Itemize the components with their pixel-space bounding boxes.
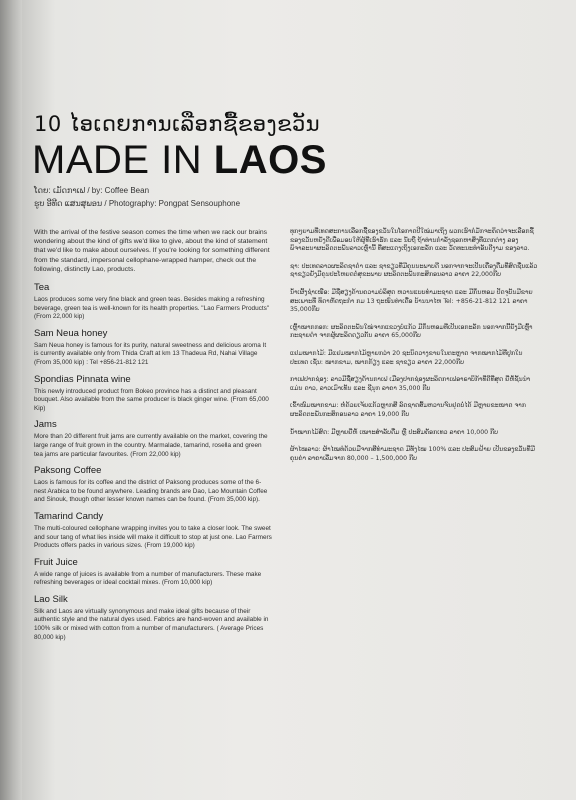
entry-honey <box>34 328 272 368</box>
entry-coffee <box>34 465 272 505</box>
credit-photo: ຮູບ ອີທີດ ແສນສຸພອນ / Photography: Pongpat Sensouphone <box>34 199 241 208</box>
entry-title: Fruit Juice <box>34 556 78 568</box>
credit-author: ໂດຍ: ເມັດກາເຟ / by: Coffee Bean <box>34 186 150 195</box>
entry-juice <box>34 557 272 588</box>
entry-candy <box>34 511 272 551</box>
credits <box>34 184 240 210</box>
page-gutter-shadow <box>0 0 22 800</box>
lao-paragraph: ເຂົ້າໜົມໝາກຂາມ: ຫໍ່ດ້ວຍເຈ້ຍແກ້ວຫຼາກສີ ລົດຊາດສົ້ມຫວານຈົນຢຸດບໍ່ໄດ້ ມີຫຼາຍຂະໜາດ ຈາກຜະລິດຕະພັນກະສິກອນລາວ ລາຄາ 19,000 ກີບ <box>290 402 526 418</box>
lao-title: 10 ໄອເດຍການເລືອກຊື້ຂອງຂວັນ <box>34 112 321 136</box>
entry-title: Sam Neua honey <box>34 327 108 339</box>
lao-paragraph: ແຢມໝາກໄມ້: ມີແຢມໝາກໄມ້ຫຼາຍກວ່າ 20 ຊະນິດວາງຂາຍໃນຕະຫຼາດ ຈາກໝາກໄມ້ທີ່ປູກໃນປະເທດ ເຊັ່ນ: ໝາກຂາມ, ໝາກກ້ຽງ ແລະ ຊາຂຽວ ລາຄາ 22,000ກີບ <box>290 349 523 366</box>
entry-title: Spondias Pinnata wine <box>34 373 131 385</box>
entry-silk <box>34 594 272 642</box>
lao-paragraph: ນ້ຳໝາກໄມ້ສົດ: ມີຫຼາຍຍີ່ຫໍ້ ເໝາະສຳລັບດື່ມ ຫຼື ປະສົມຄັອກເທວ ລາຄາ 10,000 ກີບ <box>290 428 499 436</box>
entry-tea <box>34 282 272 322</box>
entry-title: Jams <box>34 419 57 431</box>
lao-paragraph: ກາເຟປາກຊ່ອງ: ລາວມີຊື່ສຽງດ້ານກາເຟ ເມືອງປາກຊ່ອງຜະລິດກາເຟອາຣາບິກ້າທີ່ດີທີ່ສຸດ ຍີ່ຫໍ້ຊັ້ນນຳແມ່ນ ດາວ, ລາວເມົາເທັນ ແລະ ຊີນຸກ ລາຄາ 35,000 ກີບ <box>290 376 531 392</box>
lao-column <box>290 228 538 472</box>
title-prefix: MADE IN <box>32 138 214 182</box>
entry-body: The multi-coloured cellophane wrapping invites you to take a closer look. The sweet and sour tang of what lies inside will make it difficult to stop at just one. Lao Farmers Products offers packs in various sizes. (From 19,000 kip) <box>34 524 272 550</box>
entry-body: Laos produces some very fine black and green teas. Besides making a refreshing beverage, green tea is well-known for its health properties. "Lao Farmers Products" (From 22,000 kip) <box>34 296 270 321</box>
entry-body: Laos is famous for its coffee and the district of Paksong produces some of the 6-nest Arabica to be found anywhere. Leading brands are Dao, Lao Mountain Coffee and Sinouk, though other lesser known names can be found. (From 35,000 kip). <box>34 479 268 504</box>
entry-title: Paksong Coffee <box>34 465 102 477</box>
entry-body: More than 20 different fruit jams are currently available on the market, covering the large range of fruit grown in the country. Marmalade, tamarind, rosella and green tea jams are particular favourites. (From 22,000 kip) <box>34 433 268 458</box>
entry-body: Silk and Laos are virtually synonymous and make ideal gifts because of their authentic style and the natural dyes used. Fabrics are hand-woven and available in 100% silk or mixed with cotton from a number of manufacturers. ( Average Prices 80,000 kip) <box>34 607 269 641</box>
lao-paragraph: ນ້ຳເຜິ້ງຊຳເໜືອ: ມີຊື່ສຽງດ້ານຄວາມບໍລິສຸດ ຫວານແບບທຳມະຊາດ ແລະ ມີກິ່ນຫອມ ປັດຈຸບັນມີຂາຍສະເພາະທີ່ ທິດາຫັດຖະກຳ ກມ 13 ຖະໜົນທ່າເດື່ອ ບ້ານນາໄຫ Tel: +856-21-812 121 ລາຄາ 35,000ກີບ <box>290 288 533 314</box>
entry-title: Tamarind Candy <box>34 510 104 522</box>
entry-body: Sam Neua honey is famous for its purity, natural sweetness and delicious aroma It is currently available only from Thida Craft at km 13 Thadeua Rd, Nahai Village (From 35,000 kip) : Tel +856-21-812 121 <box>34 341 267 366</box>
entry-jams <box>34 419 272 459</box>
title-bold: LAOS <box>213 138 327 182</box>
english-column <box>34 228 272 648</box>
lao-paragraph: ຊາ: ປະເທດລາວຜະລິດຊາດຳ ແລະ ຊາຂຽວທີ່ມີຄຸນນະພາບດີ ນອກຈາກຈະເປັນເຄື່ອງດື່ມທີ່ສົດຊື່ນແລ້ວ ຊາຂຽວຍັງມີຄຸນປະໂຫຍດຕໍ່ສຸຂະພາບ ຜະລິດຕະພັນກະສິກອນລາວ ລາຄາ 22,000ກີບ <box>290 262 538 279</box>
lao-paragraph: ຜ້າໄໝລາວ: ຜ້າໄໝທໍດ້ວຍມືຈາກສີທຳມະຊາດ ມີທັງໄໝ 100% ແລະ ປະສົມຝ້າຍ ເປັນຂອງຂວັນທີ່ມີຄຸນຄ່າ ລາຄາເລີ່ມຈາກ 80,000 – 1,500,000 ກີບ <box>290 446 535 462</box>
lao-paragraph: ທຸກໆຍາມທີ່ເທດສະການເລືອກຊື້ຂອງຂວັນໃນໂອກາດປີໃໝ່ມາເຖິງ ພວກເຮົາກໍມັກຈະຄິດວ່າຈະເລືອກຊື້ຂອງຂວັນຫຍັງດີເພື່ອມອບໃຫ້ຜູ້ທີ່ເຮົາຮັກ ແລະ ນັບຖື ຖ້າທ່ານກຳລັງຊອກຫາສິ່ງທີ່ແຕກຕ່າງ ລອງພິຈາລະນາຜະລິດຕະພັນລາວເຫຼົ່ານີ້ ທີ່ສະແດງເຖິງເອກະລັກ ແລະ ວັດທະນະທຳອັນດີງາມ ຂອງລາວ. <box>290 228 534 253</box>
entry-body: This newly introduced product from Bokeo province has a distinct and pleasant bouquet. Also available from the same producer is black ginger wine. (From 65,000 Kip) <box>34 387 269 412</box>
entry-title: Tea <box>34 282 50 294</box>
lao-paragraph: ເຫຼົ້າໝາກກອກ: ຜະລິດຕະພັນໃໝ່ຈາກແຂວງບໍ່ແກ້ວ ມີກິ່ນຫອມທີ່ເປັນເອກະລັກ ນອກຈາກນີ້ຍັງມີເຫຼົ້າກະຊາຍດຳ ຈາກຜູ້ຜະລິດດຽວກັນ ລາຄາ 65,000ກີບ <box>290 323 533 340</box>
entry-title: Lao Silk <box>34 593 68 605</box>
intro-paragraph: With the arrival of the festive season comes the time when we rack our brains wondering about the kind of gifts we'd like to give, about the kind of statement that we'd like to make about ourselves. If you're looking for something different from the standard, impersonal cellophane-wrapped hamper, check out the following, distinctly Lao, products. <box>34 229 270 273</box>
entry-body: A wide range of juices is available from a number of manufacturers. These make refreshing beverages or ideal cocktail mixes. (From 10,000 kip) <box>34 570 262 587</box>
page-title <box>32 138 327 183</box>
entry-wine <box>34 374 272 414</box>
